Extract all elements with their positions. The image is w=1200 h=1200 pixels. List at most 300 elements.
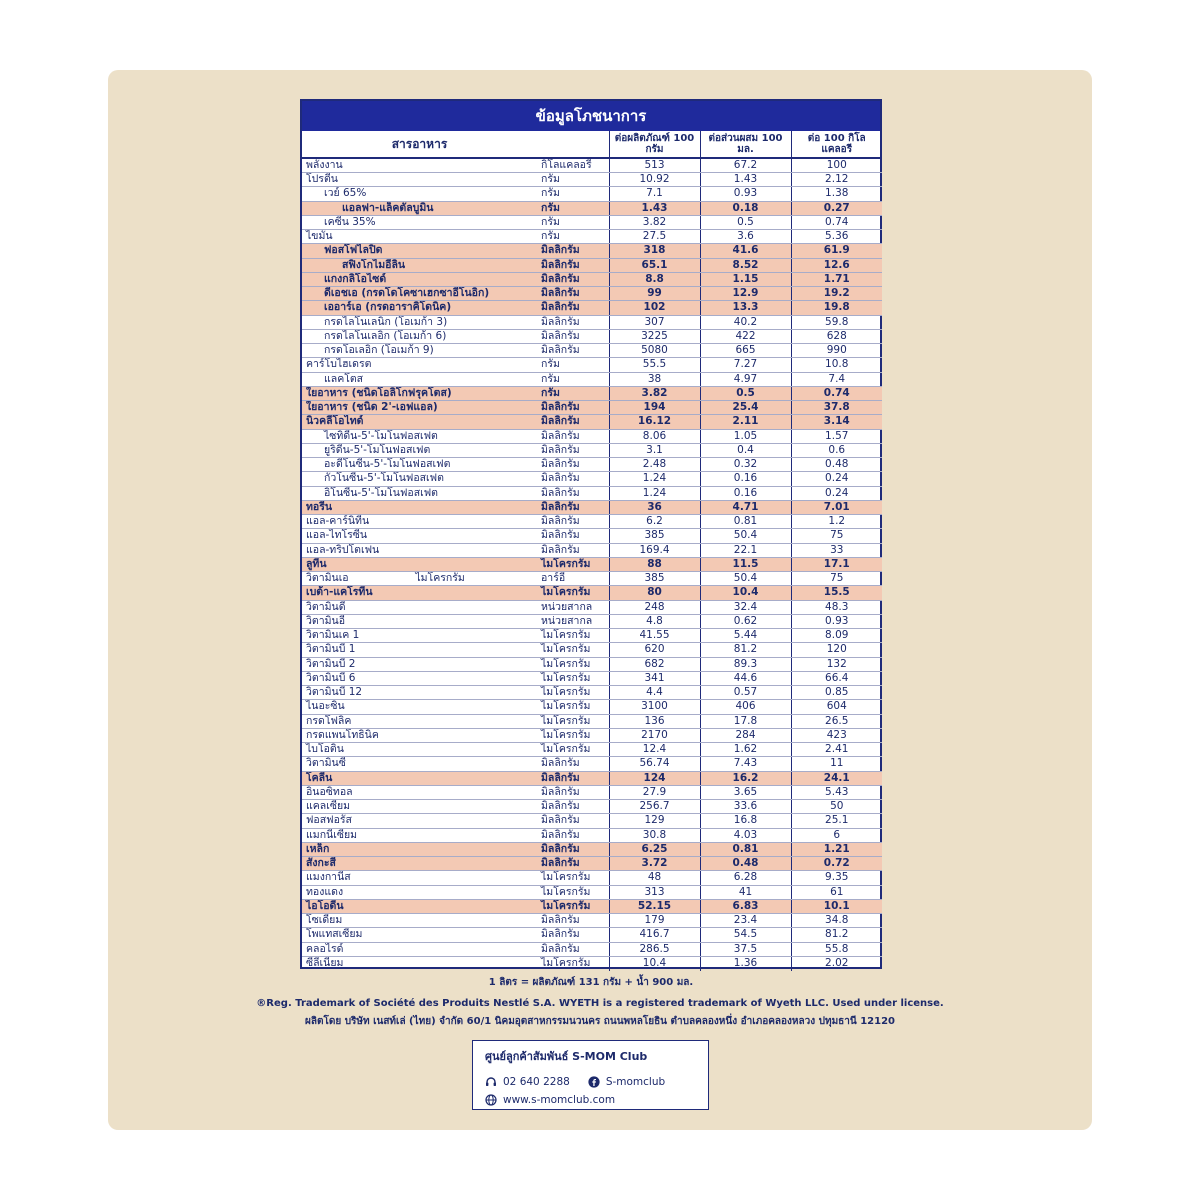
nutrient-name: แมงกานีส: [302, 871, 537, 885]
nutrient-unit: ไมโครกรัม: [537, 714, 609, 728]
nutrient-name: สังกะสี: [302, 857, 537, 871]
nutrient-name: ทอรีน: [302, 500, 537, 514]
value-per-100kcal: 0.24: [791, 486, 882, 500]
value-per-100ml: 23.4: [700, 914, 791, 928]
nutrient-unit: มิลลิกรัม: [537, 785, 609, 799]
nutrient-name: ลูทีน: [302, 557, 537, 571]
website-item: [485, 1094, 615, 1106]
nutrient-unit: กรัม: [537, 173, 609, 187]
nutrient-name: อิโนซีน-5'-โมโนฟอสเฟต: [302, 486, 537, 500]
nutrient-unit: อาร์อี: [537, 572, 609, 586]
header-per-100kcal: ต่อ 100 กิโลแคลอรี: [791, 131, 882, 158]
table-row: [302, 657, 882, 671]
contact-row-1: [485, 1073, 696, 1091]
nutrient-unit: มิลลิกรัม: [537, 800, 609, 814]
value-per-100g: 1.24: [609, 472, 700, 486]
table-row: [302, 472, 882, 486]
table-header-row: [302, 131, 882, 158]
value-per-100g: 99: [609, 287, 700, 301]
value-per-100kcal: 37.8: [791, 401, 882, 415]
value-per-100kcal: 423: [791, 728, 882, 742]
value-per-100ml: 0.81: [700, 842, 791, 856]
table-row: [302, 344, 882, 358]
value-per-100ml: 0.48: [700, 857, 791, 871]
nutrient-unit: มิลลิกรัม: [537, 814, 609, 828]
nutrient-unit: มิลลิกรัม: [537, 244, 609, 258]
header-per-100ml: ต่อส่วนผสม 100 มล.: [700, 131, 791, 158]
value-per-100ml: 4.03: [700, 828, 791, 842]
nutrient-name: กรดไลโนเลอิก (โอเมก้า 6): [302, 329, 537, 343]
table-row: [302, 714, 882, 728]
value-per-100kcal: 120: [791, 643, 882, 657]
value-per-100g: 169.4: [609, 543, 700, 557]
nutrient-name: แคลเซียม: [302, 800, 537, 814]
value-per-100ml: 44.6: [700, 671, 791, 685]
nutrient-unit: มิลลิกรัม: [537, 486, 609, 500]
value-per-100g: 620: [609, 643, 700, 657]
nutrient-name: วิตามินบี 12: [302, 686, 537, 700]
table-row: [302, 614, 882, 628]
value-per-100ml: 40.2: [700, 315, 791, 329]
table-row: [302, 386, 882, 400]
table-row: [302, 785, 882, 799]
nutrient-name: โคลีน: [302, 771, 537, 785]
nutrient-unit: มิลลิกรัม: [537, 344, 609, 358]
nutrient-name: แอล-ไทโรซีน: [302, 529, 537, 543]
value-per-100kcal: 1.57: [791, 429, 882, 443]
value-per-100g: 385: [609, 572, 700, 586]
nutrient-unit: มิลลิกรัม: [537, 329, 609, 343]
nutrient-name: เบต้า-แคโรทีน: [302, 586, 537, 600]
value-per-100kcal: 61: [791, 885, 882, 899]
value-per-100ml: 6.28: [700, 871, 791, 885]
value-per-100ml: 0.62: [700, 614, 791, 628]
table-row: [302, 287, 882, 301]
value-per-100kcal: 48.3: [791, 600, 882, 614]
value-per-100g: 136: [609, 714, 700, 728]
value-per-100ml: 0.4: [700, 443, 791, 457]
table-row: [302, 686, 882, 700]
nutrient-unit: มิลลิกรัม: [537, 771, 609, 785]
table-row: [302, 272, 882, 286]
table-row: [302, 315, 882, 329]
nutrient-name: วิตามินบี 2: [302, 657, 537, 671]
value-per-100kcal: 33: [791, 543, 882, 557]
nutrient-name: คาร์โบไฮเดรต: [302, 358, 537, 372]
nutrient-unit: กรัม: [537, 201, 609, 215]
nutrient-unit: กรัม: [537, 187, 609, 201]
value-per-100g: 1.43: [609, 201, 700, 215]
nutrient-unit: ไมโครกรัม: [537, 885, 609, 899]
panel-title: ข้อมูลโภชนาการ: [302, 101, 880, 131]
value-per-100g: 2170: [609, 728, 700, 742]
table-row: [302, 201, 882, 215]
value-per-100ml: 89.3: [700, 657, 791, 671]
value-per-100g: 56.74: [609, 757, 700, 771]
value-per-100kcal: 5.36: [791, 230, 882, 244]
nutrient-name: แกงกลิโอไซด์: [302, 272, 537, 286]
value-per-100kcal: 10.8: [791, 358, 882, 372]
table-row: [302, 401, 882, 415]
value-per-100ml: 1.36: [700, 956, 791, 970]
value-per-100kcal: 0.48: [791, 458, 882, 472]
nutrient-name: กรดแพนโทธินิค: [302, 728, 537, 742]
table-row: [302, 743, 882, 757]
nutrient-name: แอล-ทริปโตเฟน: [302, 543, 537, 557]
value-per-100kcal: 0.74: [791, 215, 882, 229]
value-per-100ml: 0.5: [700, 215, 791, 229]
value-per-100kcal: 25.1: [791, 814, 882, 828]
table-row: [302, 728, 882, 742]
nutrient-unit: มิลลิกรัม: [537, 543, 609, 557]
value-per-100kcal: 0.85: [791, 686, 882, 700]
value-per-100g: 3100: [609, 700, 700, 714]
value-per-100g: 513: [609, 158, 700, 173]
nutrient-name: ไซทิดีน-5'-โมโนฟอสเฟต: [302, 429, 537, 443]
value-per-100kcal: 12.6: [791, 258, 882, 272]
nutrient-name: นิวคลีโอไทด์: [302, 415, 537, 429]
nutrient-unit: มิลลิกรัม: [537, 415, 609, 429]
nutrient-name: อินอซิทอล: [302, 785, 537, 799]
value-per-100ml: 0.32: [700, 458, 791, 472]
value-per-100kcal: 990: [791, 344, 882, 358]
value-per-100ml: 2.11: [700, 415, 791, 429]
value-per-100kcal: 1.21: [791, 842, 882, 856]
nutrient-name: กรดโฟลิค: [302, 714, 537, 728]
nutrient-name: วิตามินบี 1: [302, 643, 537, 657]
table-row: [302, 600, 882, 614]
table-row: [302, 871, 882, 885]
nutrient-unit: ไมโครกรัม: [537, 586, 609, 600]
nutrient-unit: ไมโครกรัม: [537, 643, 609, 657]
table-row: [302, 842, 882, 856]
table-row: [302, 187, 882, 201]
value-per-100ml: 67.2: [700, 158, 791, 173]
nutrient-name: ไขมัน: [302, 230, 537, 244]
value-per-100ml: 1.15: [700, 272, 791, 286]
value-per-100kcal: 6: [791, 828, 882, 842]
value-per-100g: 3.1: [609, 443, 700, 457]
table-row: [302, 800, 882, 814]
value-per-100g: 124: [609, 771, 700, 785]
value-per-100ml: 81.2: [700, 643, 791, 657]
facebook-item: [588, 1076, 665, 1088]
table-row: [302, 215, 882, 229]
value-per-100ml: 37.5: [700, 942, 791, 956]
contact-title: ศูนย์ลูกค้าสัมพันธ์ S-MOM Club: [485, 1050, 648, 1063]
table-row: [302, 671, 882, 685]
value-per-100ml: 13.3: [700, 301, 791, 315]
value-per-100kcal: 19.2: [791, 287, 882, 301]
trademark-notice: ®Reg. Trademark of Société des Produits Nestlé S.A. WYETH is a registered trademark of Wyeth LLC. Used under license.: [256, 998, 944, 1009]
nutrient-unit: กรัม: [537, 372, 609, 386]
value-per-100g: 52.15: [609, 899, 700, 913]
value-per-100g: 65.1: [609, 258, 700, 272]
value-per-100g: 5080: [609, 344, 700, 358]
value-per-100kcal: 0.6: [791, 443, 882, 457]
value-per-100ml: 665: [700, 344, 791, 358]
table-row: [302, 629, 882, 643]
value-per-100kcal: 9.35: [791, 871, 882, 885]
nutrient-unit: ไมโครกรัม: [537, 899, 609, 913]
table-row: [302, 258, 882, 272]
value-per-100kcal: 50: [791, 800, 882, 814]
value-per-100g: 48: [609, 871, 700, 885]
table-row: [302, 956, 882, 970]
nutrient-unit: หน่วยสากล: [537, 600, 609, 614]
nutrient-name: วิตามินเอ ไมโครกรัม: [302, 572, 537, 586]
table-row: [302, 329, 882, 343]
nutrient-name: เหล็ก: [302, 842, 537, 856]
value-per-100ml: 22.1: [700, 543, 791, 557]
table-row: [302, 173, 882, 187]
value-per-100g: 7.1: [609, 187, 700, 201]
nutrient-name: ไอโอดีน: [302, 899, 537, 913]
facebook-handle: S-momclub: [605, 1076, 666, 1088]
nutrient-unit: มิลลิกรัม: [537, 500, 609, 514]
table-row: [302, 458, 882, 472]
value-per-100g: 12.4: [609, 743, 700, 757]
nutrient-name: ไบโอติน: [302, 743, 537, 757]
nutrient-name: พลังงาน: [302, 158, 537, 173]
value-per-100g: 4.8: [609, 614, 700, 628]
value-per-100g: 248: [609, 600, 700, 614]
value-per-100kcal: 3.14: [791, 415, 882, 429]
table-row: [302, 158, 882, 173]
website-url: www.s-momclub.com: [503, 1094, 616, 1106]
nutrient-unit: ไมโครกรัม: [537, 557, 609, 571]
nutrient-name: ใยอาหาร (ชนิดโอลิโกฟรุคโตส): [302, 386, 537, 400]
value-per-100g: 286.5: [609, 942, 700, 956]
table-row: [302, 899, 882, 913]
nutrient-name: วิตามินอี: [302, 614, 537, 628]
table-row: [302, 885, 882, 899]
nutrient-name: วิตามินดี: [302, 600, 537, 614]
nutrient-name: กัวโนซีน-5'-โมโนฟอสเฟต: [302, 472, 537, 486]
value-per-100kcal: 34.8: [791, 914, 882, 928]
nutrient-unit: กรัม: [537, 386, 609, 400]
value-per-100g: 682: [609, 657, 700, 671]
nutrient-unit: มิลลิกรัม: [537, 515, 609, 529]
table-row: [302, 572, 882, 586]
value-per-100ml: 10.4: [700, 586, 791, 600]
value-per-100g: 2.48: [609, 458, 700, 472]
value-per-100ml: 32.4: [700, 600, 791, 614]
nutrient-unit: มิลลิกรัม: [537, 272, 609, 286]
nutrient-name: ยูริดีน-5'-โมโนฟอสเฟต: [302, 443, 537, 457]
nutrient-unit: มิลลิกรัม: [537, 315, 609, 329]
nutrient-unit: ไมโครกรัม: [541, 957, 591, 970]
value-per-100kcal: 100: [791, 158, 882, 173]
value-per-100g: 416.7: [609, 928, 700, 942]
value-per-100kcal: 75: [791, 529, 882, 543]
nutrient-unit: ไมโครกรัม: [537, 671, 609, 685]
value-per-100kcal: 7.4: [791, 372, 882, 386]
table-row: [302, 928, 882, 942]
serving-footnote: 1 ลิตร = ผลิตภัณฑ์ 131 กรัม + น้ำ 900 มล.: [488, 977, 694, 988]
table-row: [302, 230, 882, 244]
nutrient-unit: หน่วยสากล: [537, 614, 609, 628]
nutrient-unit: มิลลิกรัม: [537, 857, 609, 871]
value-per-100kcal: 628: [791, 329, 882, 343]
value-per-100kcal: 66.4: [791, 671, 882, 685]
value-per-100g: 30.8: [609, 828, 700, 842]
table-row: [302, 529, 882, 543]
nutrient-unit: มิลลิกรัม: [537, 914, 609, 928]
value-per-100kcal: 26.5: [791, 714, 882, 728]
header-per-100g: ต่อผลิตภัณฑ์ 100 กรัม: [609, 131, 700, 158]
value-per-100ml: 0.81: [700, 515, 791, 529]
value-per-100ml: 25.4: [700, 401, 791, 415]
nutrient-name: ฟอสฟอรัส: [302, 814, 537, 828]
table-row: [302, 543, 882, 557]
value-per-100g: 194: [609, 401, 700, 415]
table-row: [302, 358, 882, 372]
value-per-100g: 3.72: [609, 857, 700, 871]
value-per-100kcal: 0.93: [791, 614, 882, 628]
nutrition-panel: [300, 99, 882, 969]
facebook-icon: [588, 1076, 600, 1088]
value-per-100ml: 406: [700, 700, 791, 714]
value-per-100g: 3.82: [609, 386, 700, 400]
value-per-100kcal: 24.1: [791, 771, 882, 785]
table-row: [302, 515, 882, 529]
table-row: [302, 443, 882, 457]
value-per-100kcal: 604: [791, 700, 882, 714]
value-per-100ml: 16.8: [700, 814, 791, 828]
table-row: [302, 500, 882, 514]
nutrient-unit: กรัม: [537, 358, 609, 372]
nutrient-name: ใยอาหาร (ชนิด 2'-เอฟแอล): [302, 401, 537, 415]
nutrient-name: อะดีโนซีน-5'-โมโนฟอสเฟต: [302, 458, 537, 472]
nutrient-unit: มิลลิกรัม: [537, 258, 609, 272]
value-per-100g: 4.4: [609, 686, 700, 700]
value-per-100ml: 4.71: [700, 500, 791, 514]
table-row: [302, 372, 882, 386]
nutrient-unit: กรัม: [537, 230, 609, 244]
contact-row-2: [485, 1091, 696, 1109]
value-per-100ml: 12.9: [700, 287, 791, 301]
value-per-100ml: 0.93: [700, 187, 791, 201]
value-per-100kcal: 1.71: [791, 272, 882, 286]
value-per-100ml: 284: [700, 728, 791, 742]
value-per-100kcal: 10.1: [791, 899, 882, 913]
value-per-100g: 8.06: [609, 429, 700, 443]
value-per-100kcal: 7.01: [791, 500, 882, 514]
nutrient-unit: ไมโครกรัม: [537, 657, 609, 671]
table-row: [302, 586, 882, 600]
header-unit: [537, 131, 609, 158]
value-per-100ml: 50.4: [700, 529, 791, 543]
value-per-100g: 318: [609, 244, 700, 258]
value-per-100g: 1.24: [609, 486, 700, 500]
table-row: [302, 643, 882, 657]
value-per-100ml: 3.6: [700, 230, 791, 244]
table-row: [302, 771, 882, 785]
value-per-100ml: 3.65: [700, 785, 791, 799]
nutrient-name: โปรตีน: [302, 173, 537, 187]
nutrient-name: แอลฟา-แล็คตัลบูมิน: [302, 201, 537, 215]
value-per-100ml: 17.8: [700, 714, 791, 728]
nutrient-name: แมกนีเซียม: [302, 828, 537, 842]
nutrient-unit: กรัม: [537, 215, 609, 229]
nutrition-table: [302, 131, 882, 971]
value-per-100kcal: 8.09: [791, 629, 882, 643]
header-nutrient: สารอาหาร: [302, 131, 537, 158]
nutrient-name: วิตามินบี 6: [302, 671, 537, 685]
nutrient-name: คลอไรด์: [302, 942, 537, 956]
value-per-100g: 55.5: [609, 358, 700, 372]
value-per-100g: 179: [609, 914, 700, 928]
table-row: [302, 415, 882, 429]
nutrient-unit: มิลลิกรัม: [537, 928, 609, 942]
value-per-100kcal: 59.8: [791, 315, 882, 329]
globe-icon: [485, 1094, 497, 1106]
value-per-100g: 6.2: [609, 515, 700, 529]
value-per-100kcal: 0.24: [791, 472, 882, 486]
contact-box: [472, 1040, 709, 1110]
nutrient-name: ไนอะซิน: [302, 700, 537, 714]
value-per-100ml: 50.4: [700, 572, 791, 586]
table-row: [302, 857, 882, 871]
value-per-100kcal: 61.9: [791, 244, 882, 258]
value-per-100ml: 5.44: [700, 629, 791, 643]
value-per-100kcal: 55.8: [791, 942, 882, 956]
nutrient-unit: ไมโครกรัม: [537, 686, 609, 700]
table-row: [302, 244, 882, 258]
nutrient-unit: ไมโครกรัม: [537, 629, 609, 643]
value-per-100ml: 41: [700, 885, 791, 899]
value-per-100ml: 8.52: [700, 258, 791, 272]
value-per-100g: 10.4: [609, 956, 700, 970]
nutrient-unit: ไมโครกรัม: [537, 871, 609, 885]
value-per-100g: 80: [609, 586, 700, 600]
value-per-100ml: 0.57: [700, 686, 791, 700]
nutrient-name: กรดโอเลอิก (โอเมก้า 9): [302, 344, 537, 358]
nutrient-unit: มิลลิกรัม: [537, 301, 609, 315]
table-row: [302, 942, 882, 956]
nutrient-name: โซเดียม: [302, 914, 537, 928]
value-per-100ml: 0.16: [700, 472, 791, 486]
value-per-100ml: 41.6: [700, 244, 791, 258]
value-per-100kcal: 11: [791, 757, 882, 771]
nutrient-name: เคซีน 35%: [302, 215, 537, 229]
value-per-100g: 129: [609, 814, 700, 828]
nutrient-name: เออาร์เอ (กรดอาราคิโดนิค): [302, 301, 537, 315]
nutrient-unit: มิลลิกรัม: [537, 287, 609, 301]
table-row: [302, 486, 882, 500]
value-per-100kcal: 17.1: [791, 557, 882, 571]
value-per-100kcal: 0.72: [791, 857, 882, 871]
value-per-100g: 16.12: [609, 415, 700, 429]
value-per-100g: 27.9: [609, 785, 700, 799]
table-row: [302, 301, 882, 315]
value-per-100ml: 54.5: [700, 928, 791, 942]
value-per-100ml: 1.43: [700, 173, 791, 187]
value-per-100g: 38: [609, 372, 700, 386]
value-per-100kcal: 0.27: [791, 201, 882, 215]
nutrient-name: ฟอสโฟไลปิด: [302, 244, 537, 258]
nutrient-unit: มิลลิกรัม: [537, 529, 609, 543]
value-per-100ml: 7.43: [700, 757, 791, 771]
nutrient-name: ทองแดง: [302, 885, 537, 899]
nutrient-name: กรดไลโนเลนิก (โอเมก้า 3): [302, 315, 537, 329]
value-per-100ml: 6.83: [700, 899, 791, 913]
value-per-100ml: 16.2: [700, 771, 791, 785]
value-per-100kcal: 0.74: [791, 386, 882, 400]
nutrient-unit: มิลลิกรัม: [537, 429, 609, 443]
value-per-100kcal: 1.2: [791, 515, 882, 529]
